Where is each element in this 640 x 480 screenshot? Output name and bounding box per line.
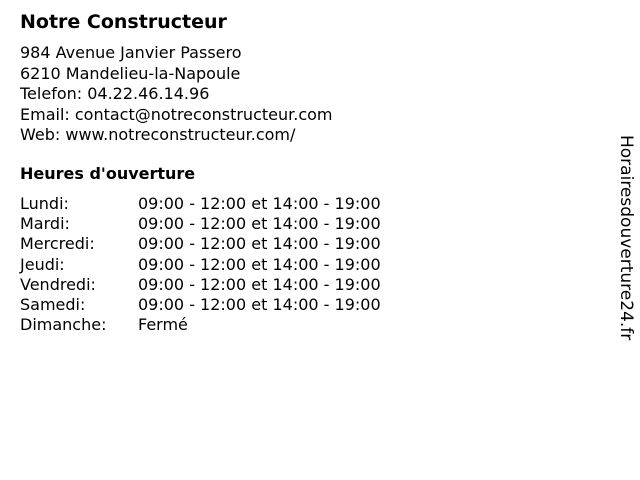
hours-row-wednesday [20, 234, 381, 254]
hours-row-tuesday [20, 214, 381, 234]
web-line: Web: www.notreconstructeur.com/ [20, 125, 296, 144]
day-label: Mercredi: [20, 234, 95, 254]
hours-row-sunday [20, 315, 381, 335]
time-value: 09:00 - 12:00 et 14:00 - 19:00 [138, 194, 381, 213]
site-watermark: Horairesdouverture24.fr [616, 135, 636, 341]
hours-row-friday [20, 275, 381, 295]
time-value: 09:00 - 12:00 et 14:00 - 19:00 [138, 234, 381, 254]
hours-row-thursday [20, 255, 381, 275]
time-value: 09:00 - 12:00 et 14:00 - 19:00 [138, 274, 381, 294]
time-value: Fermé [138, 315, 188, 335]
day-label: Jeudi: [20, 254, 65, 274]
phone-line: Telefon: 04.22.46.14.96 [20, 84, 210, 103]
company-address-block [20, 43, 333, 146]
time-value: 09:00 - 12:00 et 14:00 - 19:00 [138, 214, 381, 234]
day-label: Samedi: [20, 295, 86, 315]
time-value: 09:00 - 12:00 et 14:00 - 19:00 [138, 254, 381, 274]
opening-hours-table [20, 194, 381, 335]
company-name: Notre Constructeur [20, 11, 227, 33]
day-label: Vendredi: [20, 274, 96, 294]
time-value: 09:00 - 12:00 et 14:00 - 19:00 [138, 295, 381, 315]
street-address: 984 Avenue Janvier Passero [20, 43, 242, 62]
day-label: Mardi: [20, 214, 70, 234]
hours-row-monday [20, 194, 381, 214]
hours-row-saturday [20, 295, 381, 315]
city-postal: 6210 Mandelieu-la-Napoule [20, 63, 241, 83]
day-label: Dimanche: [20, 315, 107, 335]
day-label: Lundi: [20, 194, 69, 213]
opening-hours-heading: Heures d'ouverture [20, 164, 196, 183]
email-line: Email: contact@notreconstructeur.com [20, 104, 333, 124]
